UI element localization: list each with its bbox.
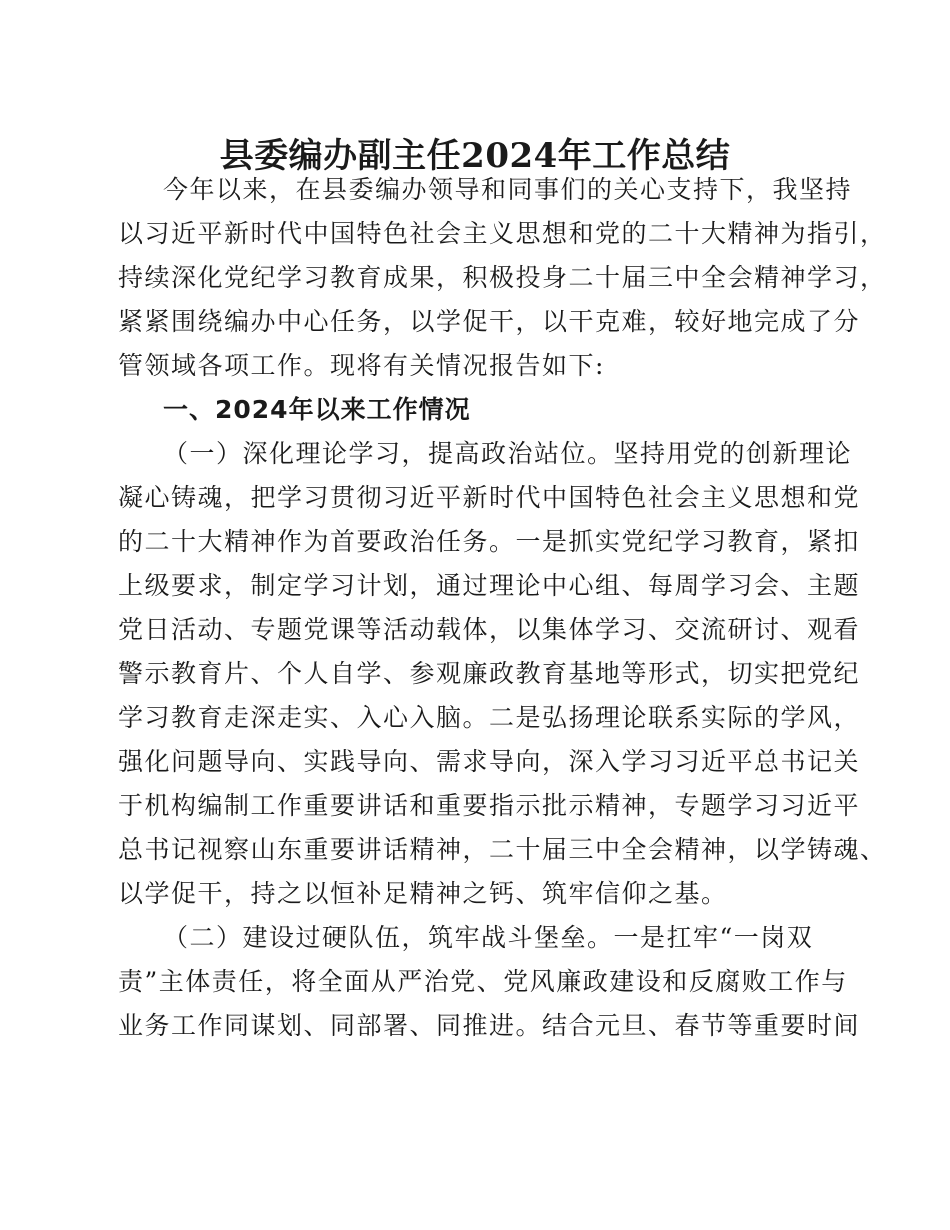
paragraph-line: 学习教育走深走实、入心入脑。二是弘扬理论联系实际的学风， <box>118 703 861 732</box>
paragraph-line: 警示教育片、个人自学、参观廉政教育基地等形式，切实把党纪 <box>118 659 861 688</box>
paragraph-line: 党日活动、专题党课等活动载体，以集体学习、交流研讨、观看 <box>118 615 861 644</box>
paragraph-line: 凝心铸魂，把学习贯彻习近平新时代中国特色社会主义思想和党 <box>118 483 861 512</box>
paragraph-line: 今年以来，在县委编办领导和同事们的关心支持下，我坚持 <box>163 175 853 204</box>
paragraph-line: 以习近平新时代中国特色社会主义思想和党的二十大精神为指引， <box>118 219 887 248</box>
paragraph-line: 以学促干，持之以恒补足精神之钙、筑牢信仰之基。 <box>118 879 728 908</box>
paragraph-line: 紧紧围绕编办中心任务，以学促干，以干克难，较好地完成了分 <box>118 307 861 336</box>
paragraph-line: 管领域各项工作。现将有关情况报告如下: <box>118 351 605 380</box>
paragraph-line: 强化问题导向、实践导向、需求导向，深入学习习近平总书记关 <box>118 747 861 776</box>
paragraph-line: 上级要求，制定学习计划，通过理论中心组、每周学习会、主题 <box>118 571 861 600</box>
document-title: 县委编办副主任2024年工作总结 <box>219 136 731 176</box>
paragraph-line: 业务工作同谋划、同部署、同推进。结合元旦、春节等重要时间 <box>118 1011 861 1040</box>
paragraph-line: （二）建设过硬队伍，筑牢战斗堡垒。一是扛牢“一岗双 <box>163 923 814 952</box>
paragraph-line: 持续深化党纪学习教育成果，积极投身二十届三中全会精神学习， <box>118 263 887 292</box>
paragraph-line: 的二十大精神作为首要政治任务。一是抓实党纪学习教育，紧扣 <box>118 527 861 556</box>
paragraph-line: 责”主体责任，将全面从严治党、党风廉政建设和反腐败工作与 <box>118 967 848 996</box>
paragraph-line: 总书记视察山东重要讲话精神，二十届三中全会精神，以学铸魂、 <box>118 835 887 864</box>
paragraph-line: （一）深化理论学习，提高政治站位。坚持用党的创新理论 <box>163 439 853 468</box>
section-heading: 一、2024年以来工作情况 <box>163 395 471 424</box>
paragraph-line: 于机构编制工作重要讲话和重要指示批示精神，专题学习习近平 <box>118 791 861 820</box>
